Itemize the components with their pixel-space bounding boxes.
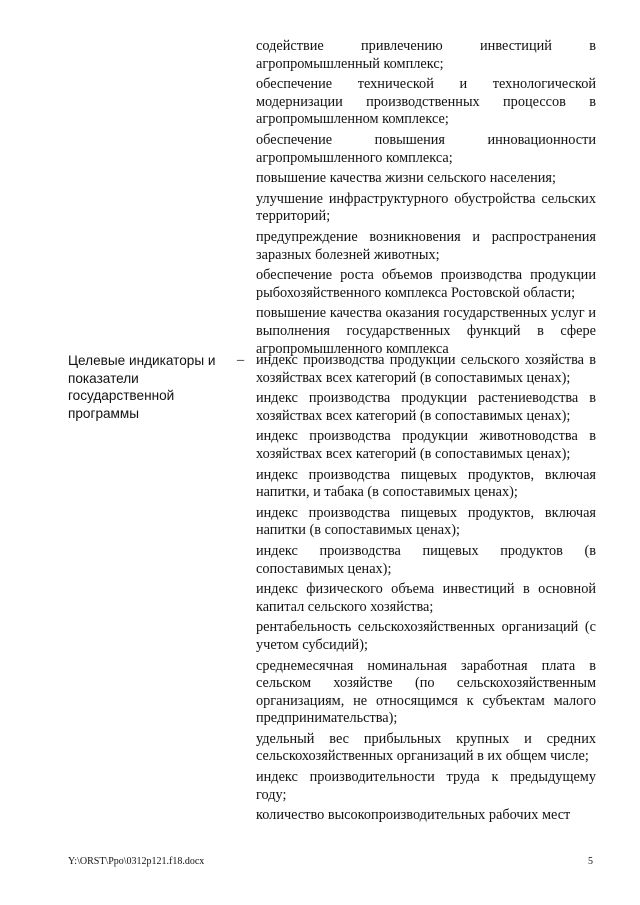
list-item: обеспечение повышения инновационности агропромышленного комплекса; bbox=[256, 131, 596, 166]
list-item: обеспечение роста объемов производства продукции рыбохозяйственного комплекса Ростовской области; bbox=[256, 267, 596, 301]
list-item: индекс производства продукции сельского хозяйства в хозяйствах всех категорий (в сопоставимых ценах); bbox=[256, 352, 596, 386]
list-item: обеспечение технической и технологической модернизации производственных процессов в агропромышленном комплексе; bbox=[256, 76, 596, 128]
footer-file-path: Y:\ORST\Ppo\0312p121.f18.docx bbox=[68, 856, 205, 867]
list-item: количество высокопроизводительных рабочих мест bbox=[256, 807, 571, 824]
page-number: 5 bbox=[588, 856, 593, 867]
list-item: индекс производства продукции животноводства в хозяйствах всех категорий (в сопоставимых ценах); bbox=[256, 428, 596, 462]
list-item: улучшение инфраструктурного обустройства сельских территорий; bbox=[256, 190, 596, 225]
section-dash: – bbox=[237, 352, 245, 368]
indicators-list bbox=[256, 352, 596, 828]
section-label: Целевые индикаторы и показатели государственной программы bbox=[68, 353, 216, 421]
goals-list bbox=[256, 38, 596, 361]
list-item: индекс физического объема инвестиций в основной капитал сельского хозяйства; bbox=[256, 581, 596, 615]
list-item: рентабельность сельскохозяйственных организаций (с учетом субсидий); bbox=[256, 619, 596, 653]
list-item: индекс производства пищевых продуктов, включая напитки (в сопоставимых ценах); bbox=[256, 504, 596, 539]
list-item: индекс производства продукции растениеводства в хозяйствах всех категорий (в сопоставимых ценах); bbox=[256, 390, 596, 424]
list-item: повышение качества жизни сельского населения; bbox=[256, 170, 556, 187]
list-item: удельный вес прибыльных крупных и средних сельскохозяйственных организаций в их общем числе; bbox=[256, 730, 596, 765]
list-item: индекс производства пищевых продуктов (в сопоставимых ценах); bbox=[256, 542, 596, 577]
list-item: повышение качества оказания государственных услуг и выполнения государственных функций в сфере агропромышленного комплекса bbox=[256, 305, 596, 357]
list-item: индекс производства пищевых продуктов, включая напитки, и табака (в сопоставимых ценах); bbox=[256, 466, 596, 501]
list-item: содействие привлечению инвестиций в агропромышленный комплекс; bbox=[256, 38, 596, 72]
list-item: индекс производительности труда к предыдущему году; bbox=[256, 769, 596, 803]
list-item: среднемесячная номинальная заработная плата в сельском хозяйстве (по сельскохозяйственным организациям, не относящимся к субъектам малого предпринимательства); bbox=[256, 657, 596, 727]
list-item: предупреждение возникновения и распространения заразных болезней животных; bbox=[256, 228, 596, 263]
